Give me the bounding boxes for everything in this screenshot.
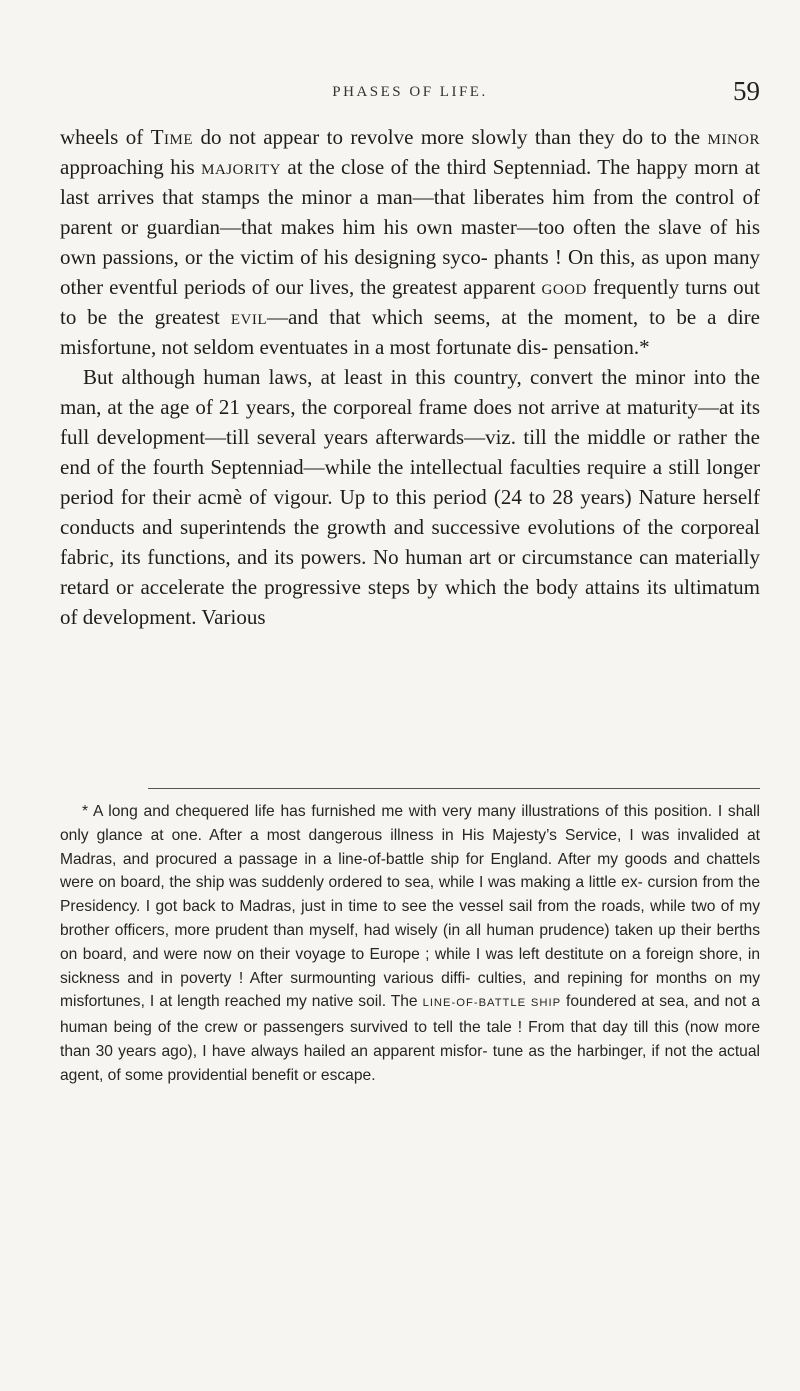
text-run: frequently turns out to be the greatest (60, 275, 760, 329)
text-run: A long and chequered life has furnished me with very many illustrations of this position. I shall only glance at one. After a most dangerous illness in His Majesty’s Service, I was invalided at Madras, and procured a passage in a line-of-battle ship for England. After my goods and chattels were on board, the ship was suddenly ordered to sea, while I was making a little ex- cursion from the Presidency. I got back to Madras, just in time to see the vessel sail from the roads, while two of my brother officers, more prudent than myself, had wisely (in all human prudence) taken up their berths on board, and were now on their voyage to Europe ; while I was left destitute on a foreign shore, in sickness and in poverty ! After surmounting various diffi- culties, and repining for months on my misfortunes, I at length reached my native soil. The (60, 803, 760, 1011)
running-head (60, 76, 760, 112)
text-run: foundered at sea, and not a human being of the crew or passengers survived to tell the tale ! From that day till this (now more than 30 years ago), I have always hailed an apparent misfor- tune as the harbinger, if not the actual agent, of some providential benefit or escape. (60, 993, 760, 1084)
text-run: at the close of the third Septenniad. The happy morn at last arrives that stamps the minor a man—that liberates him from the control of parent or guardian—that makes him his own master—too often the slave of his own passions, or the victim of his designing syco- phants ! On this, as upon many other eventful periods of our lives, the greatest apparent (60, 155, 761, 299)
text-run: —and that which seems, at the moment, to be a dire misfortune, not seldom eventuates in a most fortunate dis- pensation.* (60, 305, 760, 359)
main-text (60, 122, 760, 632)
small-caps-term: LINE-OF-BATTLE SHIP (422, 997, 562, 1010)
footnote-marker: * (82, 803, 89, 820)
small-caps-term: evil (230, 305, 267, 329)
small-caps-term: majority (201, 155, 281, 179)
small-caps-term: good (541, 275, 587, 299)
footnote (60, 800, 760, 1088)
text-run: do not appear to revolve more slowly than they do to the (193, 125, 708, 149)
footnote-divider (148, 788, 760, 789)
paragraph: But although human laws, at least in this country, convert the minor into the man, at the age of 21 years, the corporeal frame does not arrive at maturity—at its full development—till several years afterwards—viz. till the middle or rather the end of the fourth Septenniad—while the intellectual faculties require a still longer period for their acmè of vigour. Up to this period (24 to 28 years) Nature herself conducts and superintends the growth and successive evolutions of the corporeal fabric, its functions, and its powers. No human art or circumstance can materially retard or accelerate the progressive steps by which the body attains its ultimatum of development. Various (60, 365, 760, 629)
text-run: wheels of (60, 125, 151, 149)
page-number: 59 (733, 76, 760, 106)
small-caps-term: minor (707, 125, 760, 149)
running-title: PHASES OF LIFE. (332, 84, 488, 100)
text-run: approaching his (60, 155, 202, 179)
small-caps-term: Time (150, 125, 194, 149)
paragraph-continuation (60, 122, 760, 362)
